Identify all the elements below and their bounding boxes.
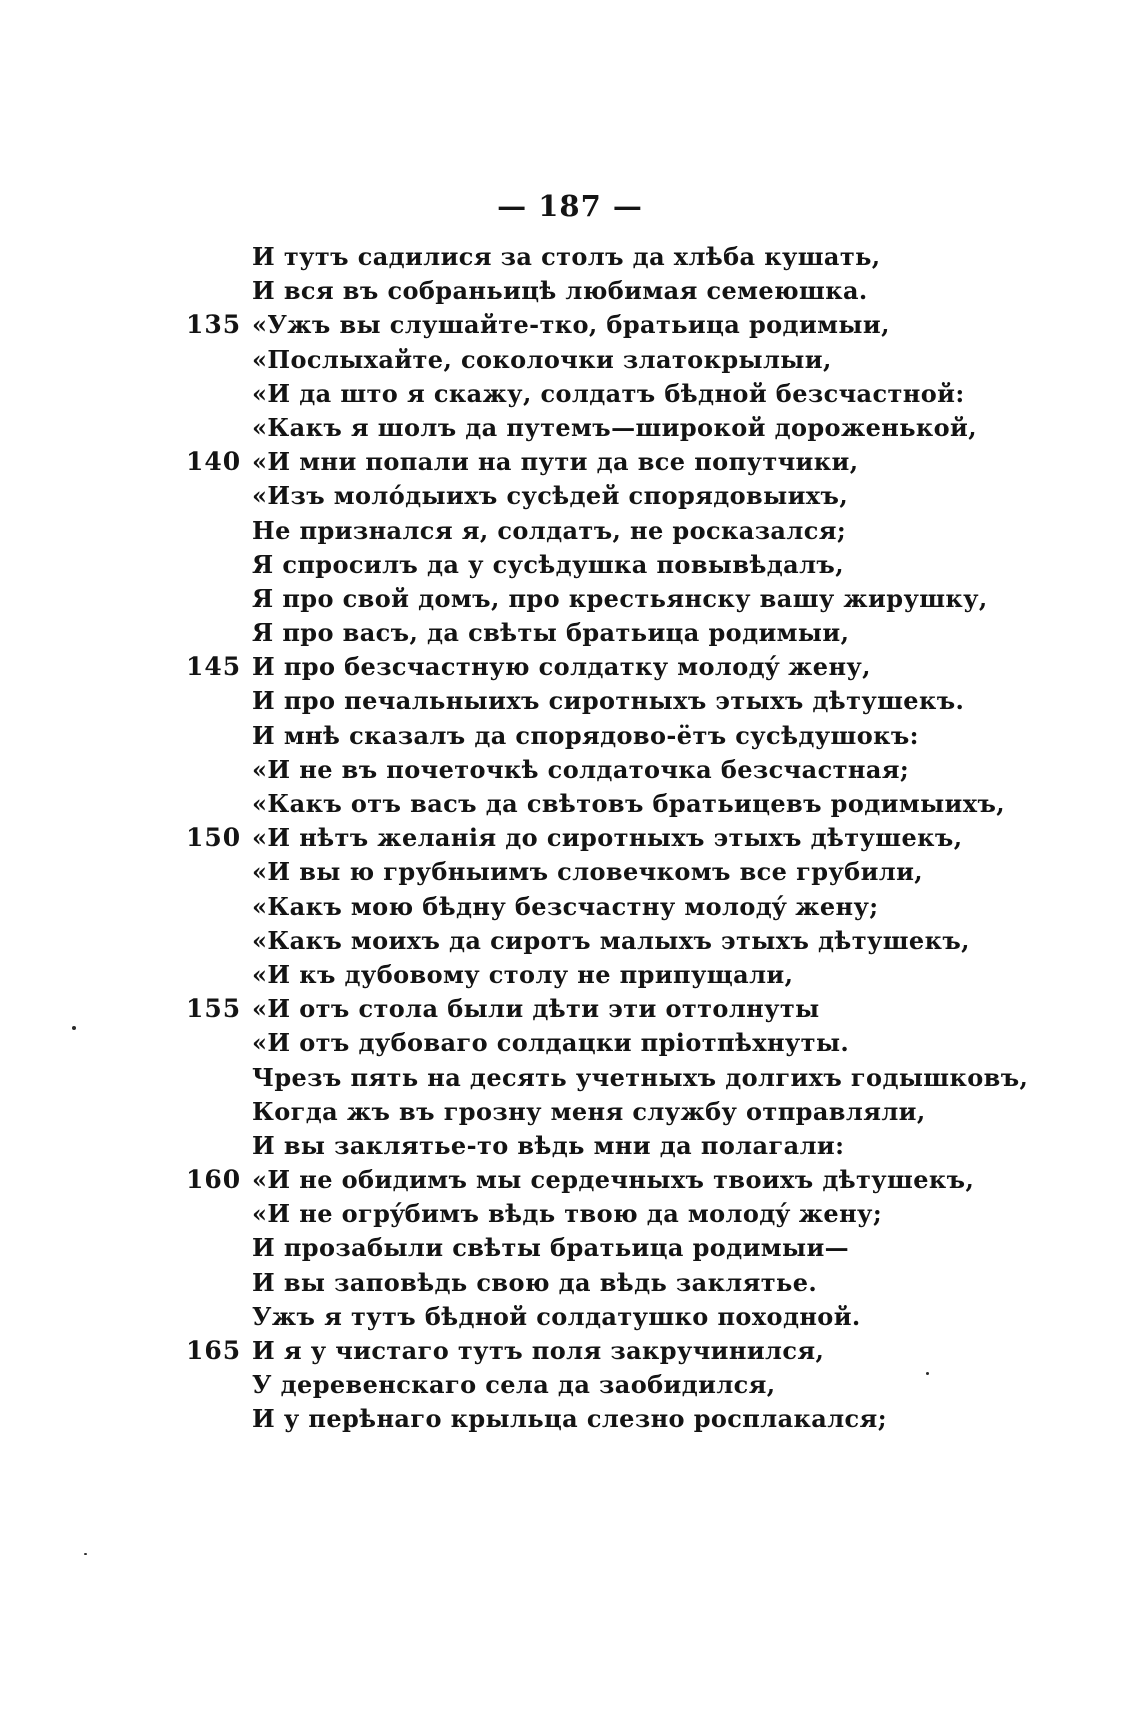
- verse-text: «И не обидимъ мы сердечныхъ твоихъ дѣтушекъ,: [252, 1165, 975, 1195]
- verse-line: [0, 1163, 1140, 1197]
- verse-text: «Какъ моихъ да сиротъ малыхъ этыхъ дѣтушекъ,: [252, 925, 970, 955]
- verse-text: Ужъ я тутъ бѣдной солдатушко походной.: [252, 1301, 861, 1331]
- line-number: 155: [186, 994, 242, 1024]
- verse-text: Когда жъ въ грозну меня службу отправляли,: [252, 1096, 926, 1126]
- verse-line: [0, 1197, 1140, 1231]
- verse-text: И прозабыли свѣты братьица родимыи—: [252, 1233, 850, 1263]
- verse-line: [0, 753, 1140, 787]
- verse-block: [0, 240, 1140, 1437]
- verse-line: [0, 1026, 1140, 1060]
- verse-text: «Ужъ вы слушайте-тко, братьица родимыи,: [252, 310, 890, 340]
- verse-text: «И не въ почеточкѣ солдаточка безсчастная;: [252, 754, 910, 784]
- verse-line: [0, 479, 1140, 513]
- page-number: — 187 —: [497, 189, 643, 223]
- line-number: 145: [186, 652, 242, 682]
- verse-line: [0, 992, 1140, 1026]
- verse-text: Чрезъ пять на десять учетныхъ долгихъ годышковъ,: [252, 1062, 1029, 1092]
- verse-line: [0, 684, 1140, 718]
- verse-line: [0, 855, 1140, 889]
- verse-line: [0, 787, 1140, 821]
- verse-text: «Какъ я шолъ да путемъ—широкой дороженькой,: [252, 412, 978, 442]
- verse-text: И вы заповѣдь свою да вѣдь заклятье.: [252, 1267, 818, 1297]
- line-number: 150: [186, 823, 242, 853]
- verse-text: И тутъ садилися за столъ да хлѣба кушать,: [252, 242, 881, 271]
- verse-text: «Какъ отъ васъ да свѣтовъ братьицевъ родимыихъ,: [252, 789, 1006, 818]
- print-speck: [72, 1026, 76, 1030]
- verse-line: [0, 1129, 1140, 1163]
- verse-text: «И да што я скажу, солдатъ бѣдной безсчастной:: [252, 378, 965, 408]
- verse-line: [0, 274, 1140, 308]
- verse-line: [0, 343, 1140, 377]
- verse-line: [0, 1231, 1140, 1265]
- verse-text: «И отъ стола были дѣти эти оттолнуты: [252, 994, 820, 1024]
- verse-line: [0, 890, 1140, 924]
- verse-text: И про безсчастную солдатку молодý жену,: [252, 652, 871, 682]
- verse-line: [0, 1095, 1140, 1129]
- verse-text: «И нѣтъ желанія до сиротныхъ этыхъ дѣтушекъ,: [252, 823, 963, 853]
- verse-text: И вся въ собраньицѣ любимая семеюшка.: [252, 276, 868, 306]
- verse-line: [0, 548, 1140, 582]
- verse-text: «И вы ю грубныимъ словечкомъ все грубили,: [252, 857, 924, 887]
- verse-text: И я у чистаго тутъ поля закручинился,: [252, 1336, 825, 1365]
- print-speck: [84, 1553, 87, 1555]
- verse-line: [0, 240, 1140, 274]
- verse-line: [0, 1368, 1140, 1402]
- line-number: 160: [186, 1165, 242, 1195]
- verse-line: [0, 582, 1140, 616]
- verse-line: [0, 958, 1140, 992]
- verse-line: [0, 1300, 1140, 1334]
- verse-line: [0, 308, 1140, 342]
- verse-text: И мнѣ сказалъ да спорядово-ётъ сусѣдушокъ:: [252, 720, 919, 750]
- verse-text: «И отъ дубоваго солдацки пріотпѣхнуты.: [252, 1028, 850, 1058]
- line-number: 165: [186, 1336, 242, 1365]
- verse-text: И у перѣнаго крыльца слезно росплакался;: [252, 1404, 887, 1434]
- verse-line: [0, 411, 1140, 445]
- verse-line: [0, 924, 1140, 958]
- verse-text: «И къ дубовому столу не припущали,: [252, 959, 794, 989]
- verse-line: [0, 1266, 1140, 1300]
- verse-line: [0, 650, 1140, 684]
- verse-line: [0, 719, 1140, 753]
- verse-text: Я про свой домъ, про крестьянску вашу жирушку,: [252, 583, 988, 613]
- verse-line: [0, 616, 1140, 650]
- line-number: 135: [186, 310, 242, 340]
- verse-text: «И не огрýбимъ вѣдь твою да молодý жену;: [252, 1199, 883, 1229]
- verse-text: «И мни попали на пути да все попутчики,: [252, 447, 859, 477]
- verse-line: [0, 821, 1140, 855]
- verse-text: «Послыхайте, соколочки златокрылыи,: [252, 344, 832, 374]
- verse-text: «Какъ мою бѣдну безсчастну молодý жену;: [252, 891, 879, 921]
- verse-text: Я спросилъ да у сусѣдушка повывѣдалъ,: [252, 549, 844, 579]
- verse-line: [0, 1402, 1140, 1436]
- verse-text: И вы заклятье-то вѣдь мни да полагали:: [252, 1130, 845, 1160]
- verse-text: И про печальныихъ сиротныхъ этыхъ дѣтушекъ.: [252, 686, 965, 716]
- verse-text: Я про васъ, да свѣты братьица родимыи,: [252, 618, 850, 648]
- verse-line: [0, 377, 1140, 411]
- verse-line: [0, 1061, 1140, 1095]
- print-speck: [926, 1372, 929, 1375]
- verse-text: У деревенскаго села да заобидился,: [252, 1370, 776, 1400]
- verse-line: [0, 1334, 1140, 1368]
- verse-text: «Изъ молóдыихъ сусѣдей спорядовыихъ,: [252, 481, 849, 511]
- verse-line: [0, 445, 1140, 479]
- verse-line: [0, 514, 1140, 548]
- line-number: 140: [186, 447, 242, 477]
- verse-text: Не признался я, солдатъ, не росказался;: [252, 515, 847, 545]
